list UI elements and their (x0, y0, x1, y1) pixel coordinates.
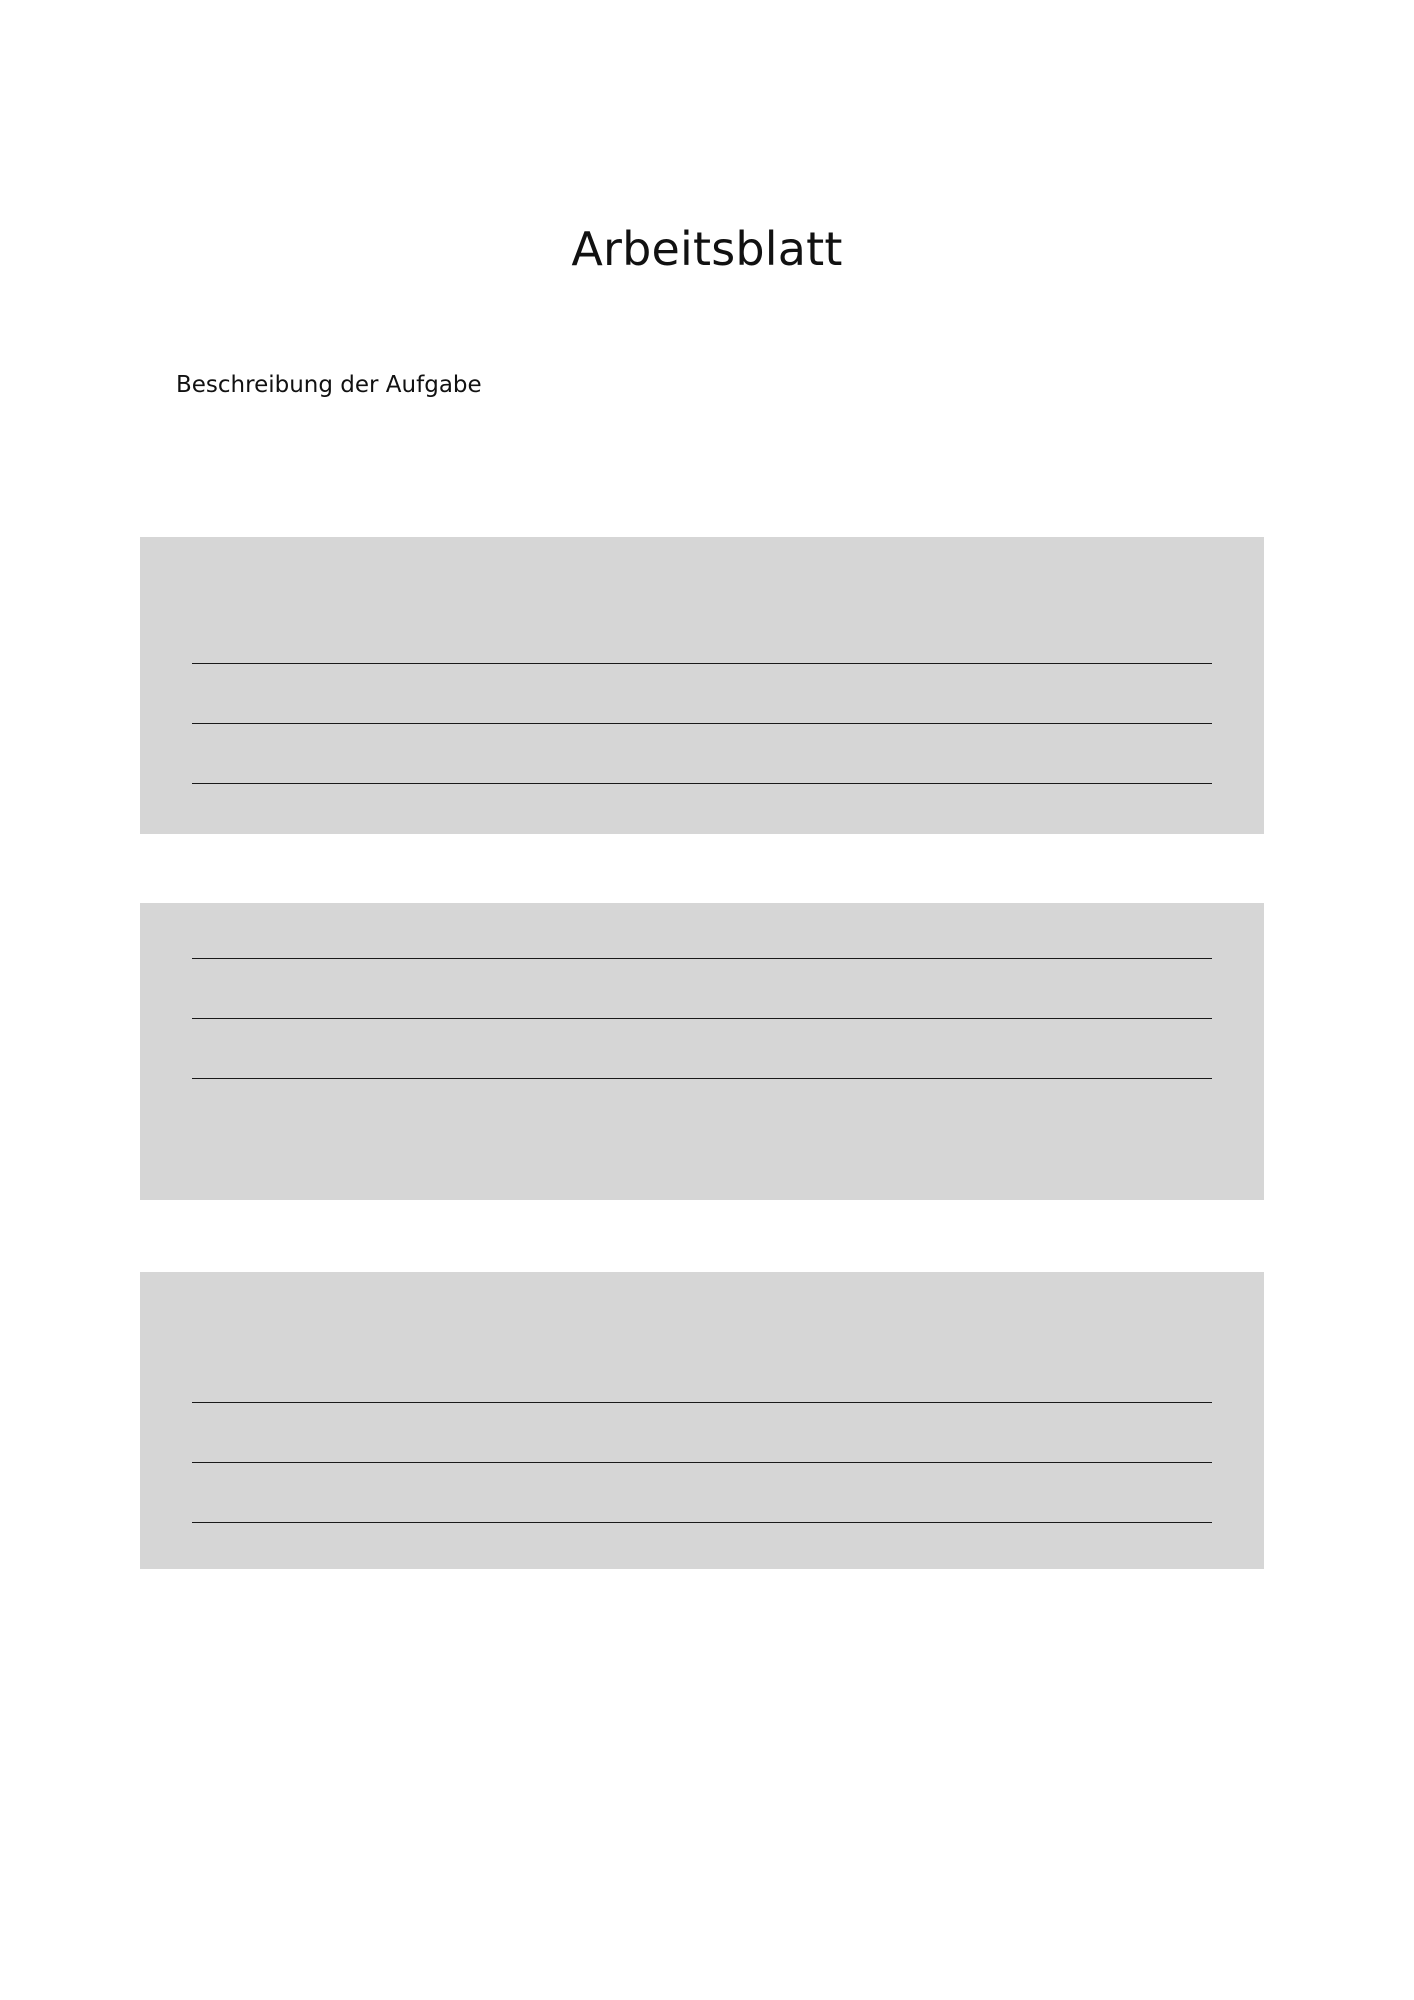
writing-line[interactable] (192, 783, 1212, 784)
page-title: Arbeitsblatt (571, 222, 843, 276)
writing-line[interactable] (192, 1522, 1212, 1523)
answer-block-3[interactable] (140, 1272, 1264, 1569)
writing-line[interactable] (192, 1402, 1212, 1403)
writing-line[interactable] (192, 958, 1212, 959)
answer-block-1[interactable] (140, 537, 1264, 834)
writing-line[interactable] (192, 1462, 1212, 1463)
answer-block-2[interactable] (140, 903, 1264, 1200)
writing-line[interactable] (192, 1078, 1212, 1079)
writing-line[interactable] (192, 663, 1212, 664)
writing-line[interactable] (192, 1018, 1212, 1019)
writing-line[interactable] (192, 723, 1212, 724)
task-description-label: Beschreibung der Aufgabe (176, 372, 482, 398)
